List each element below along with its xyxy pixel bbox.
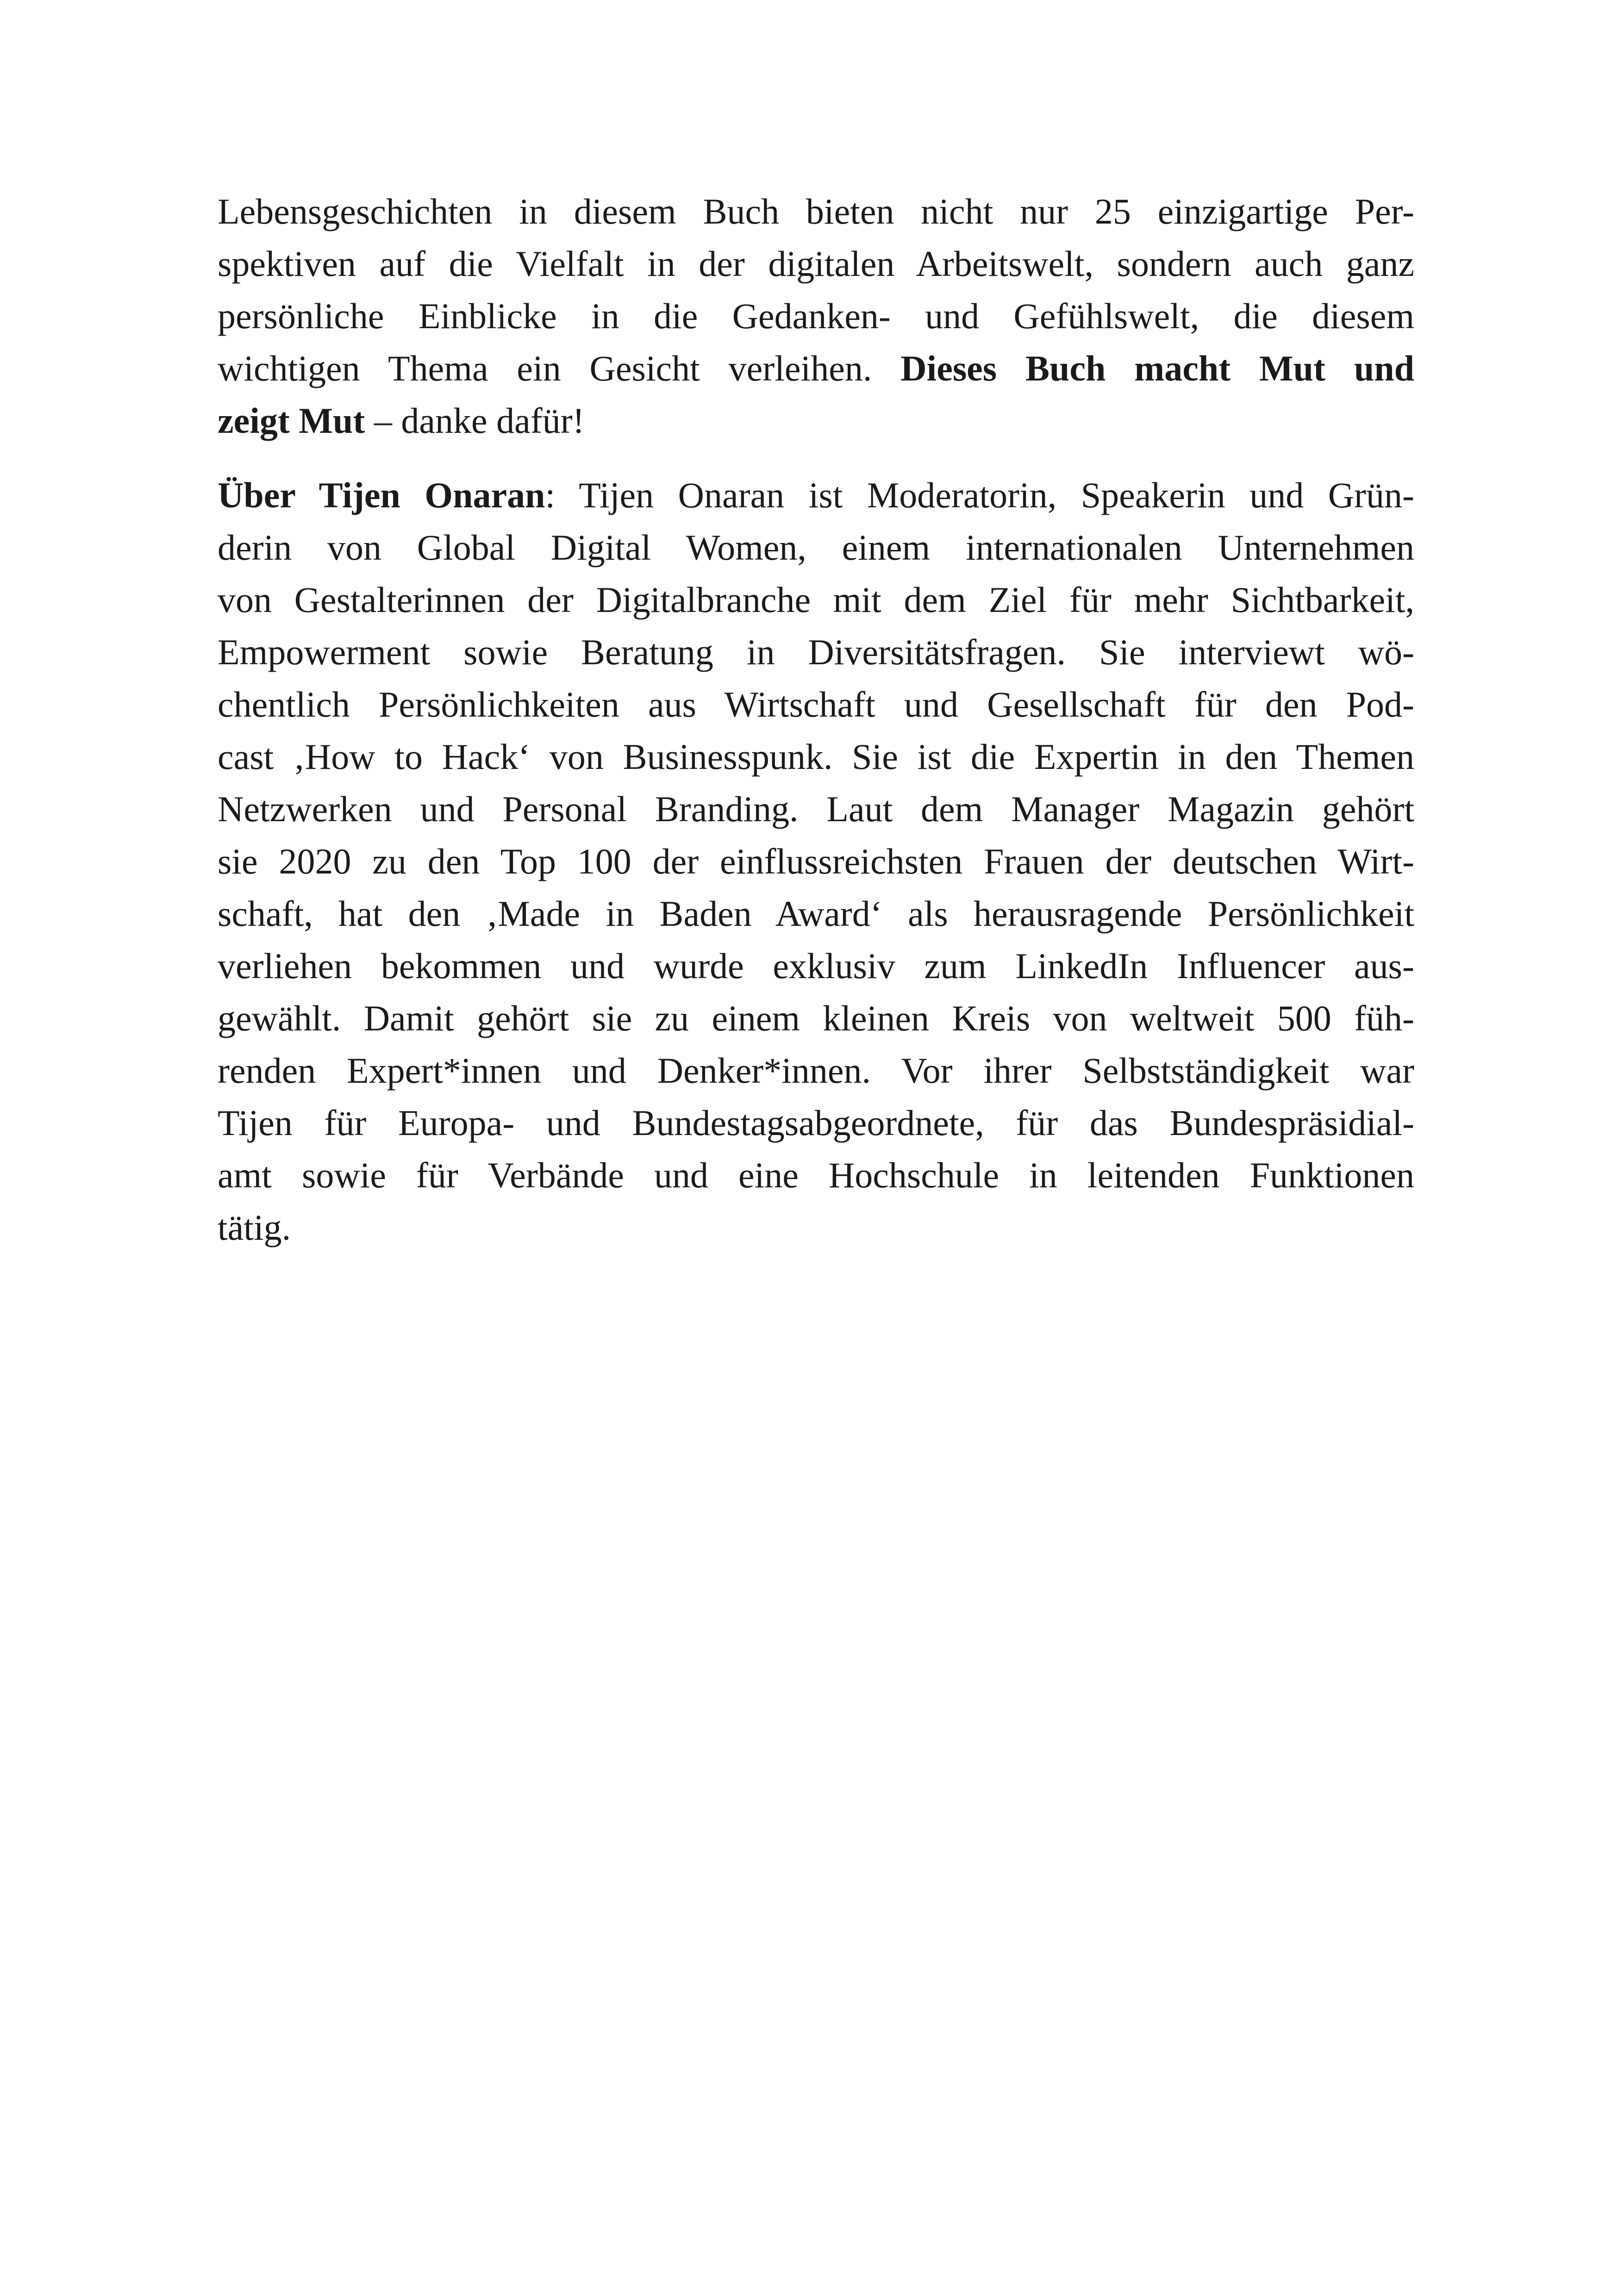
body-text [218,185,1414,1276]
text-line [218,342,1414,394]
text-line: chentlich Persönlichkeiten aus Wirtschaft und Gesellschaft für den Pod- [218,684,1414,724]
text-line: cast ‚How to Hack‘ von Businesspunk. Sie ist die Expertin in den Themen [218,736,1414,777]
text-segment: : Tijen Onaran ist Moderatorin, Speakerin und Grün- [545,475,1414,515]
paragraph-intro [218,185,1414,447]
text-line: renden Expert*innen und Denker*innen. Vor ihrer Selbstständigkeit war [218,1050,1414,1091]
text-line: von Gestalterinnen der Digitalbranche mit dem Ziel für mehr Sichtbarkeit, [218,580,1414,620]
text-line: spektiven auf die Vielfalt in der digitalen Arbeitswelt, sondern auch ganz [218,243,1414,284]
paragraph-about-author [218,469,1414,1254]
text-line: derin von Global Digital Women, einem internationalen Unternehmen [218,527,1414,568]
bold-text-segment: Dieses Buch macht Mut und [900,348,1415,388]
bold-text-segment: zeigt Mut [218,400,365,441]
text-line: tätig. [218,1207,291,1248]
text-line: sie 2020 zu den Top 100 der einflussreichsten Frauen der deutschen Wirt- [218,841,1414,881]
text-segment: – danke dafür! [365,400,585,441]
text-line: verliehen bekommen und wurde exklusiv zum LinkedIn Influencer aus- [218,946,1414,986]
text-line: Empowerment sowie Beratung in Diversitätsfragen. Sie interviewt wö- [218,632,1414,672]
text-line: amt sowie für Verbände und eine Hochschule in leitenden Funktionen [218,1155,1414,1195]
text-line: schaft, hat den ‚Made in Baden Award‘ als herausragende Persönlichkeit [218,893,1414,934]
text-line [218,394,1414,447]
text-line: persönliche Einblicke in die Gedanken- und Gefühlswelt, die diesem [218,296,1414,336]
text-segment: wichtigen Thema ein Gesicht verleihen. [218,348,901,388]
text-line [218,469,1414,521]
text-line: Netzwerken und Personal Branding. Laut dem Manager Magazin gehört [218,789,1414,829]
text-line: Lebensgeschichten in diesem Buch bieten nicht nur 25 einzigartige Per- [218,191,1414,231]
text-line: gewählt. Damit gehört sie zu einem kleinen Kreis von weltweit 500 füh- [218,998,1414,1038]
bold-heading-segment: Über Tijen Onaran [218,475,545,515]
text-line: Tijen für Europa- und Bundestagsabgeordnete, für das Bundespräsidial- [218,1103,1414,1143]
